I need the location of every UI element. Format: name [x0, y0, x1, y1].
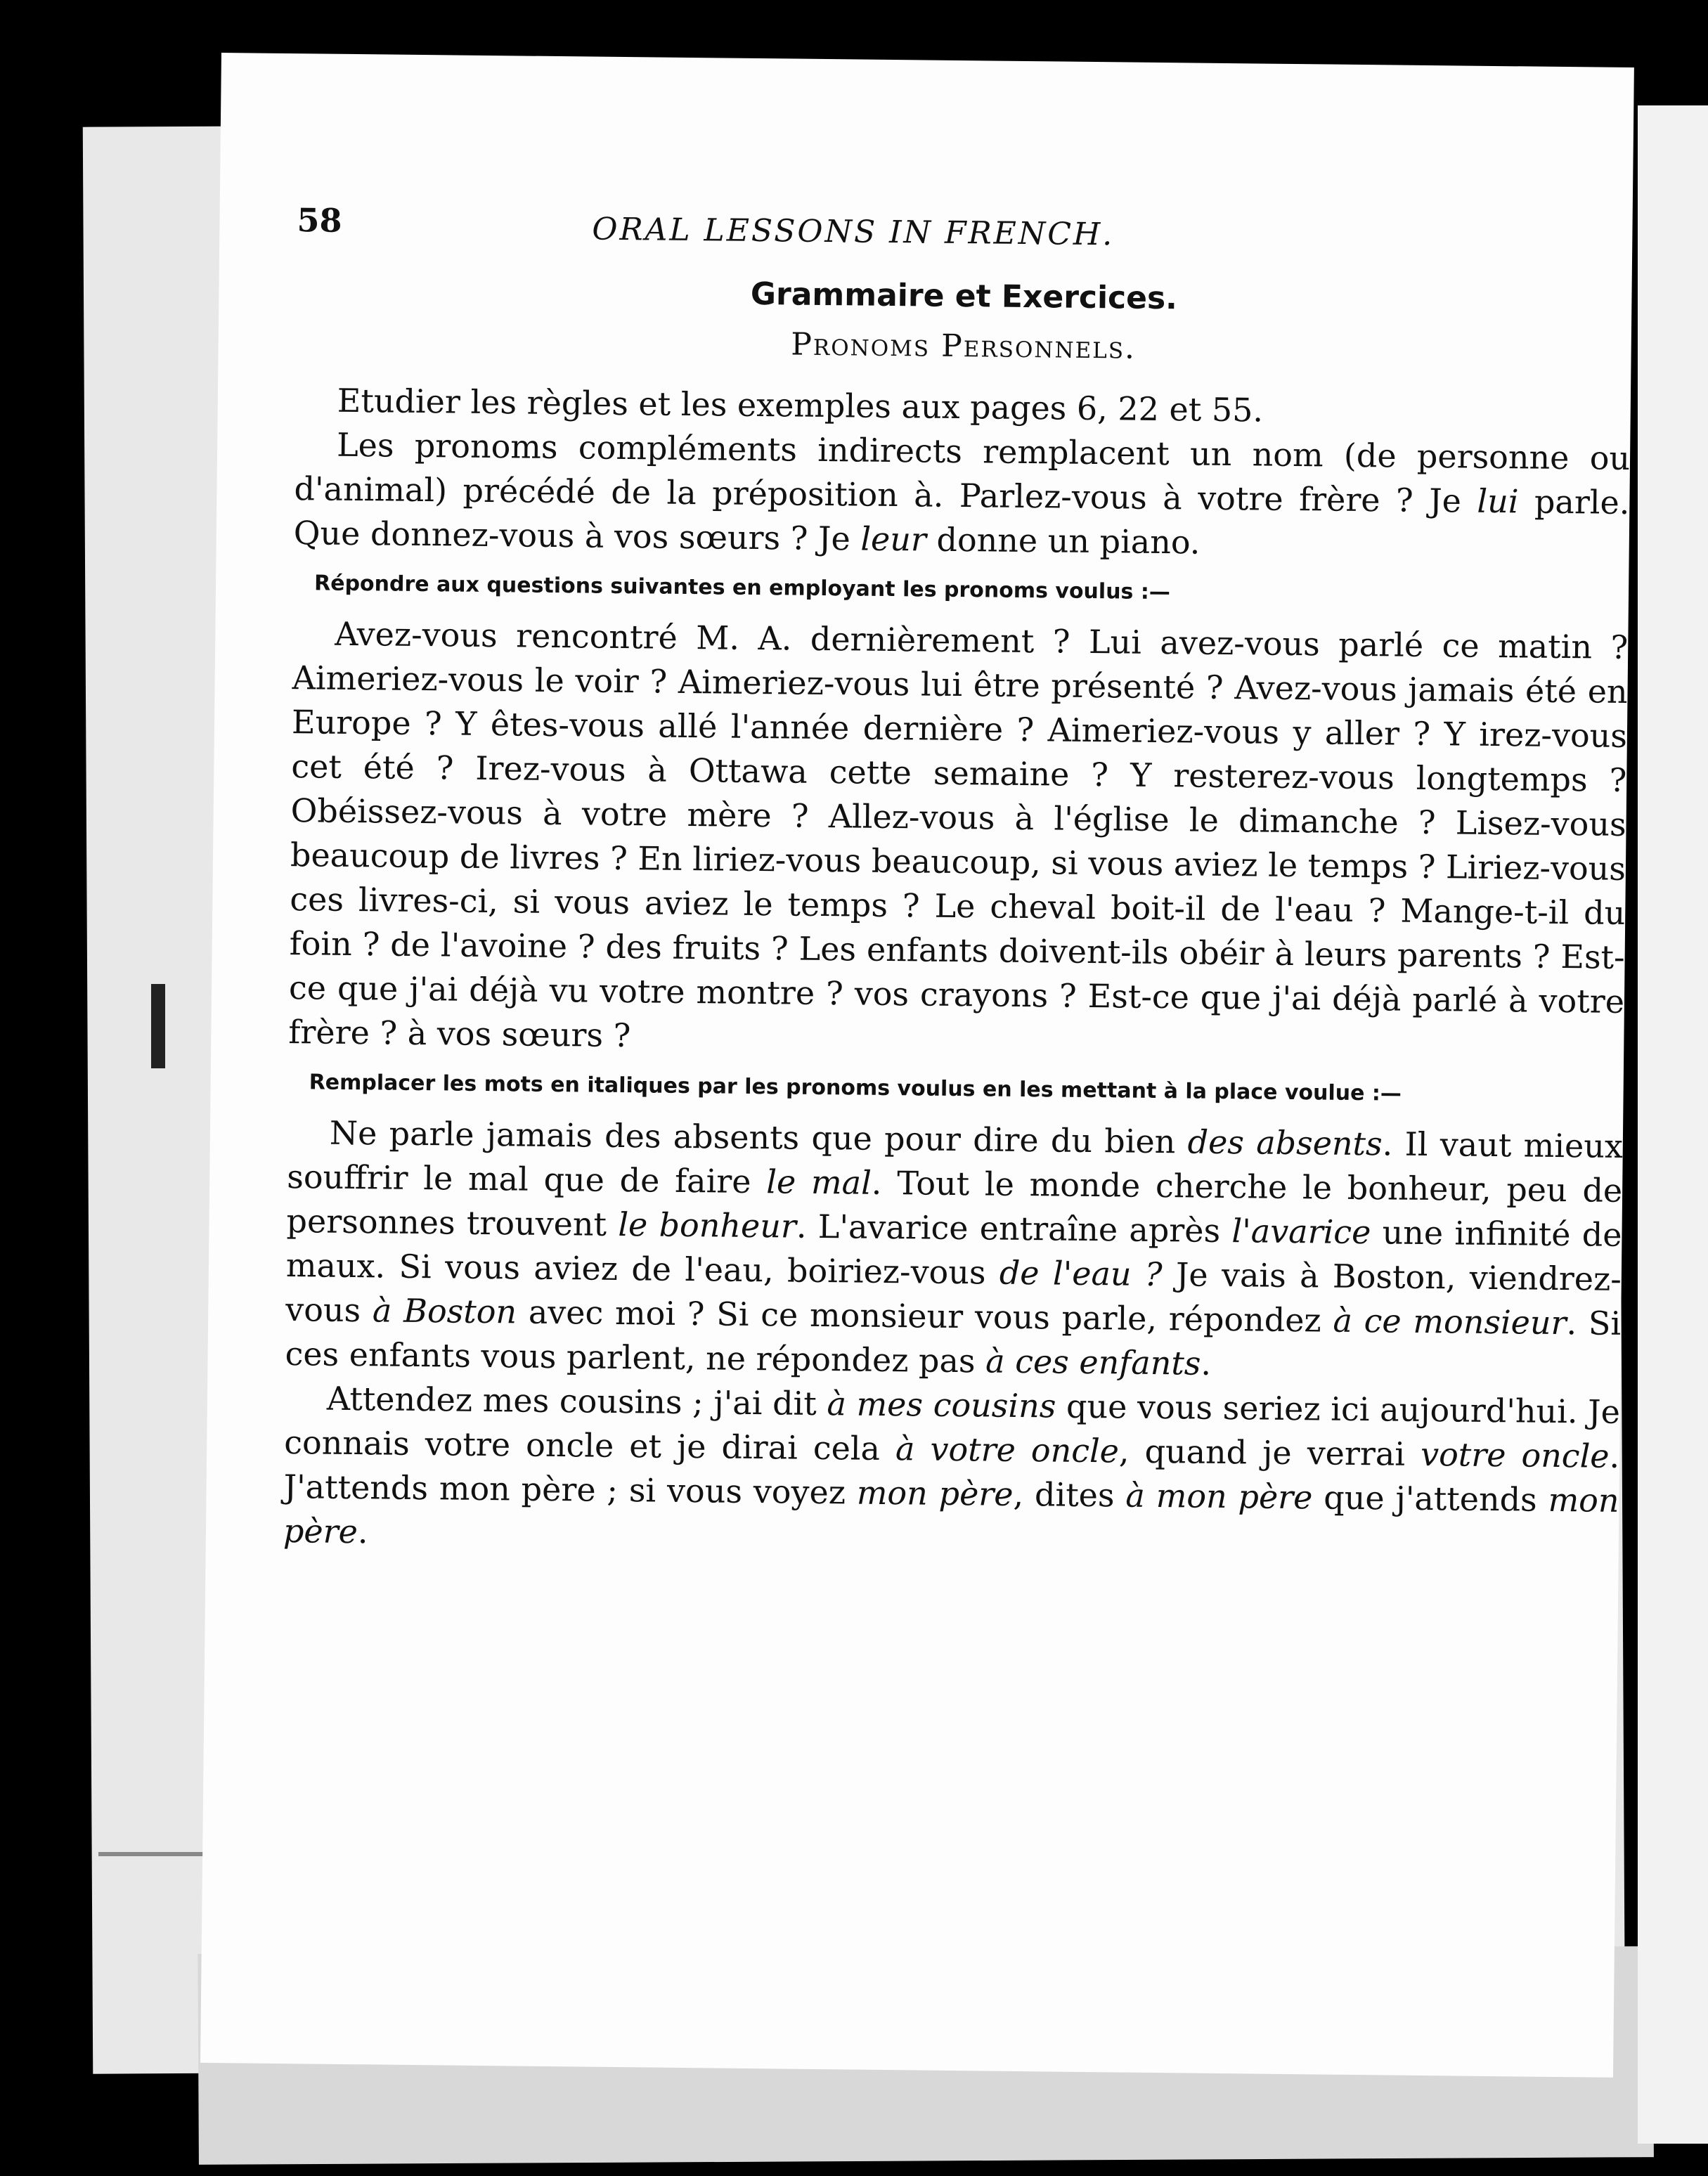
instruction-2: Remplacer les mots en italiques par les pronoms voulus en les mettant à la place voulue :—	[309, 1070, 1402, 1106]
page-number: 58	[297, 201, 342, 240]
binding-mark	[151, 984, 165, 1068]
scanned-page	[200, 53, 1634, 2078]
instruction-1: Répondre aux questions suivantes en employant les pronoms voulus :—	[313, 571, 1171, 605]
exercise-3: Attendez mes cousins ; j'ai dit à mes cousins que vous seriez ici aujourd'hui. Je connais votre oncle et je dirai cela à votre oncle, quand je verrai votre oncle. J'attends mon père ; si vous voyez mon père, dites à mon père que j'attends mon père.	[283, 1379, 1621, 1551]
section-title: Grammaire et Exercices.	[750, 276, 1178, 317]
intro-explanation: Les pronoms compléments indirects remplacent un nom (de personne ou d'animal) précédé de la préposition à. Parlez-vous à votre frère ? Je lui parle. Que donnez-vous à vos sœurs ? Je leur donne un piano.	[293, 425, 1631, 562]
exercise-2: Ne parle jamais des absents que pour dire du bien des absents. Il vaut mieux souffrir le mal que de faire le mal. Tout le monde cherche le bonheur, peu de personnes trouvent le bonheur. L'avarice entraîne après l'avarice une infinité de maux. Si vous aviez de l'eau, boiriez-vous de l'eau ? Je vais à Boston, viendrez-vous à Boston avec moi ? Si ce monsieur vous parle, répondez à ce monsieur. Si ces enfants vous parlent, ne répondez pas à ces enfants.	[285, 1113, 1624, 1382]
page-content	[283, 201, 1633, 1567]
next-page-edge	[1638, 105, 1708, 2144]
page-header	[297, 201, 1633, 271]
intro-line-1: Etudier les règles et les exemples aux pages 6, 22 et 55.	[337, 381, 1264, 429]
subsection-title: Pronoms Personnels.	[791, 326, 1137, 366]
exercise-1: Avez-vous rencontré M. A. dernièrement ? Lui avez-vous parlé ce matin ? Aimeriez-vous le voir ? Aimeriez-vous lui être présenté ? Avez-vous jamais été en Europe ? Y êtes-vous allé l'année dernière ? Aimeriez-vous y aller ? Y irez-vous cet été ? Irez-vous à Ottawa cette semaine ? Y resterez-vous longtemps ? Obéissez-vous à votre mère ? Allez-vous à l'église le dimanche ? Lisez-vous beaucoup de livres ? En liriez-vous beaucoup, si vous aviez le temps ? Liriez-vous ces livres-ci, si vous aviez le temps ? Le cheval boit-il de l'eau ? Mange-t-il du foin ? de l'avoine ? des fruits ? Les enfants doivent-ils obéir à leurs parents ? Est-ce que j'ai déjà vu votre montre ? vos crayons ? Est-ce que j'ai déjà parlé à votre frère ? à vos sœurs ?	[288, 614, 1629, 1055]
running-title: ORAL LESSONS IN FRENCH.	[592, 211, 1115, 253]
